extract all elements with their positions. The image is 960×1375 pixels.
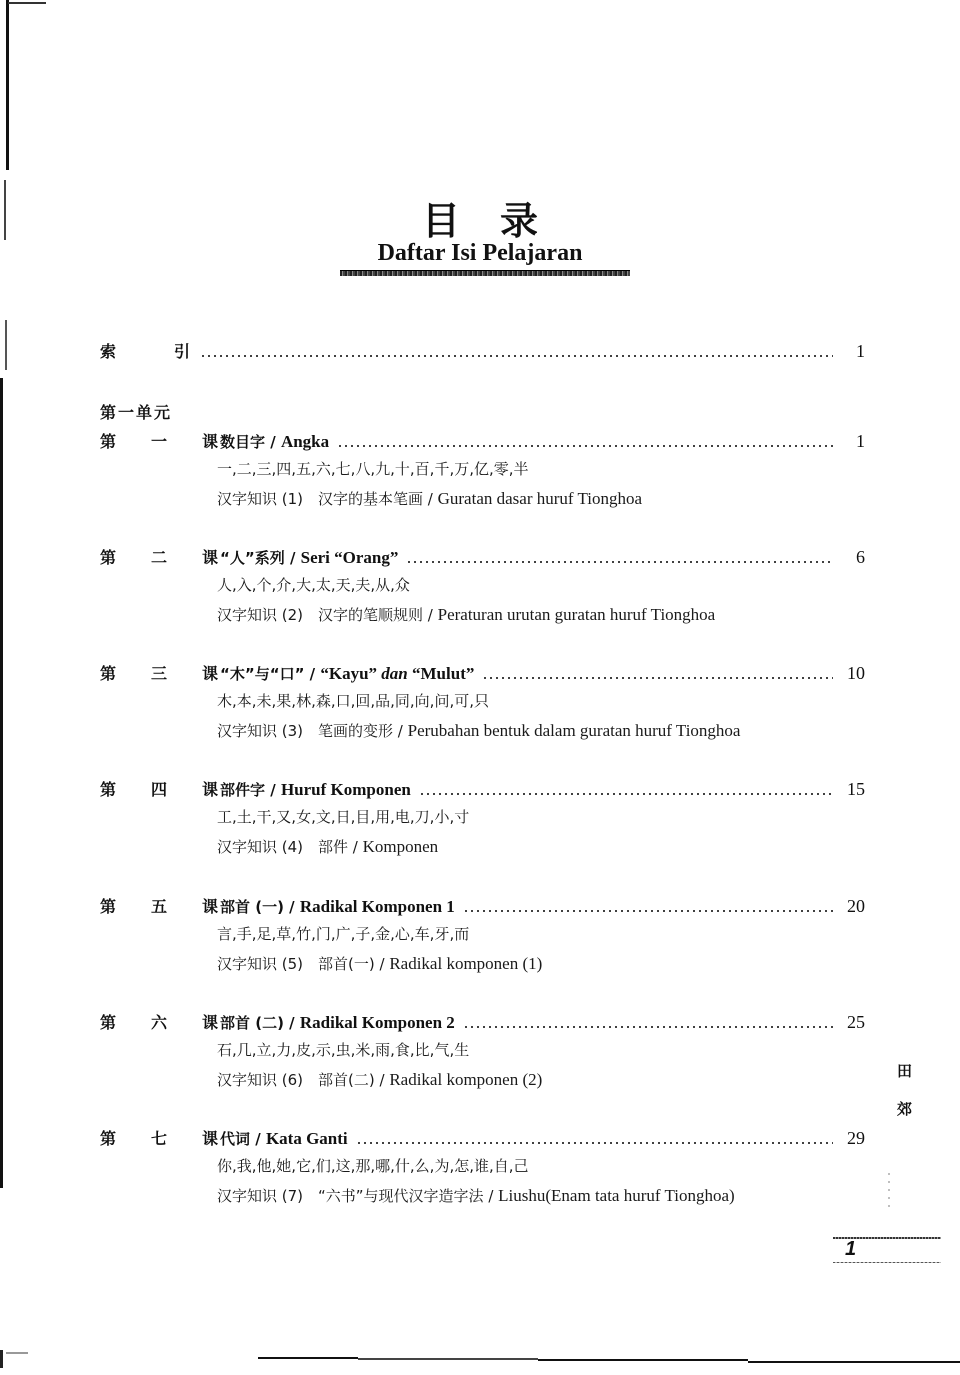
page-number: 1 xyxy=(856,431,865,451)
lesson-title-cn: 代词 / xyxy=(220,1130,266,1148)
lesson-characters: 木,本,未,果,林,森,口,回,品,同,向,问,可,只 xyxy=(217,692,489,710)
knowledge-cn: 汉字知识 (6) 部首(二) / xyxy=(217,1071,390,1089)
lesson-title-cn: 部首 (二) / xyxy=(220,1014,300,1032)
label-char: 课 xyxy=(201,664,218,683)
label-char: 一 xyxy=(150,432,167,451)
page-number-rule xyxy=(833,1262,941,1263)
knowledge-cn: 汉字知识 (3) 笔画的变形 / xyxy=(217,722,408,740)
lesson-characters: 石,几,立,力,皮,示,虫,米,雨,食,比,气,生 xyxy=(217,1041,470,1059)
scan-edge-mark xyxy=(358,1358,538,1360)
label-char: 六 xyxy=(150,1013,167,1032)
lesson-title-id-italic: dan xyxy=(381,664,408,683)
lesson-number xyxy=(100,1128,220,1150)
page-number: 25 xyxy=(847,1012,865,1032)
lesson-title-cn: “人”系列 / xyxy=(220,549,301,567)
label-char: 第 xyxy=(100,432,117,451)
scan-noise xyxy=(888,1170,890,1210)
lesson-characters: 工,土,干,又,女,文,日,目,用,电,刀,小,寸 xyxy=(217,808,470,826)
page-number: 29 xyxy=(847,1128,865,1148)
margin-mark: 田 xyxy=(897,1062,913,1080)
unit-heading: 第一单元 xyxy=(100,403,173,422)
label-char: 课 xyxy=(201,897,218,916)
lesson-title-id: “Mulut” xyxy=(407,664,475,683)
label-char: 第 xyxy=(100,780,117,799)
lesson-characters: 你,我,他,她,它,们,这,那,哪,什,么,为,怎,谁,自,己 xyxy=(217,1157,529,1175)
scan-edge-mark xyxy=(0,378,3,1188)
toc-entry-lesson-1[interactable] xyxy=(100,430,865,453)
label-char: 五 xyxy=(150,897,167,916)
knowledge-cn: 汉字知识 (7) “六书”与现代汉字造字法 / xyxy=(217,1187,499,1205)
label-char: 索 xyxy=(100,342,117,361)
page-number: 20 xyxy=(847,896,865,916)
knowledge-cn: 汉字知识 (2) 汉字的笔顺规则 / xyxy=(217,606,438,624)
toc-entry-lesson-2[interactable] xyxy=(100,546,865,569)
lesson-title-id: Huruf Komponen xyxy=(280,780,411,799)
lesson-number xyxy=(100,547,220,569)
label-char: 三 xyxy=(150,664,167,683)
scan-edge-mark xyxy=(6,1352,28,1354)
knowledge-cn: 汉字知识 (4) 部件 / xyxy=(217,838,363,856)
page-title-indonesian: Daftar Isi Pelajaran xyxy=(377,240,583,266)
lesson-number xyxy=(100,779,220,801)
entry-label xyxy=(100,341,192,363)
lesson-title-cn: 部件字 / xyxy=(220,781,281,799)
knowledge-id: Liushu(Enam tata huruf Tionghoa) xyxy=(498,1186,735,1205)
label-char: 课 xyxy=(201,1129,218,1148)
lesson-knowledge xyxy=(217,1185,735,1207)
lesson-title-id: Angka xyxy=(280,432,330,451)
label-char: 引 xyxy=(173,342,190,361)
lesson-number xyxy=(100,663,220,685)
lesson-title xyxy=(220,1012,455,1034)
dot-leader xyxy=(337,444,833,448)
label-char: 二 xyxy=(150,548,167,567)
knowledge-id: Komponen xyxy=(362,837,439,856)
page-number: 15 xyxy=(847,779,865,799)
lesson-number xyxy=(100,431,220,453)
lesson-number xyxy=(100,896,220,918)
label-char: 七 xyxy=(150,1129,167,1148)
label-char: 第 xyxy=(100,1129,117,1148)
lesson-title-id: Radikal Komponen 1 xyxy=(299,897,455,916)
knowledge-cn: 汉字知识 (1) 汉字的基本笔画 / xyxy=(217,490,438,508)
knowledge-cn: 汉字知识 (5) 部首(一) / xyxy=(217,955,390,973)
lesson-title xyxy=(220,663,474,685)
dot-leader xyxy=(463,909,833,913)
scan-edge-mark xyxy=(0,1350,3,1368)
lesson-characters: 人,入,个,介,大,太,天,夫,从,众 xyxy=(217,576,410,594)
page-number: 6 xyxy=(856,547,865,567)
label-char: 第 xyxy=(100,664,117,683)
scan-edge-mark xyxy=(258,1357,358,1359)
label-char: 第 xyxy=(100,897,117,916)
knowledge-id: Radikal komponen (2) xyxy=(389,1070,543,1089)
dot-leader xyxy=(200,354,833,358)
lesson-title-id: Seri “Orang” xyxy=(300,548,399,567)
toc-entry-lesson-4[interactable] xyxy=(100,778,865,801)
scan-edge-mark xyxy=(6,0,9,170)
lesson-title xyxy=(220,1128,348,1150)
dot-leader xyxy=(356,1141,833,1145)
lesson-title xyxy=(220,896,455,918)
knowledge-id: Guratan dasar huruf Tionghoa xyxy=(437,489,643,508)
lesson-title-id: “Kayu” xyxy=(320,664,382,683)
dot-leader xyxy=(482,676,833,680)
label-char: 课 xyxy=(201,548,218,567)
lesson-title xyxy=(220,431,329,453)
lesson-knowledge xyxy=(217,604,715,626)
lesson-number xyxy=(100,1012,220,1034)
lesson-knowledge xyxy=(217,953,542,975)
dot-leader xyxy=(463,1025,833,1029)
scan-edge-mark xyxy=(5,320,7,370)
lesson-title-id: Radikal Komponen 2 xyxy=(299,1013,455,1032)
scan-edge-mark xyxy=(538,1359,748,1361)
label-char: 第 xyxy=(100,548,117,567)
margin-mark: 郊 xyxy=(897,1100,913,1118)
page-title-chinese: 目录 xyxy=(421,199,578,243)
scan-edge-mark xyxy=(8,2,46,4)
lesson-knowledge xyxy=(217,720,740,742)
lesson-title-cn: 部首 (一) / xyxy=(220,898,300,916)
knowledge-id: Radikal komponen (1) xyxy=(389,954,543,973)
toc-entry-lesson-5[interactable] xyxy=(100,895,865,918)
lesson-knowledge xyxy=(217,1069,542,1091)
toc-entry-index[interactable] xyxy=(100,340,865,363)
label-char: 课 xyxy=(201,432,218,451)
lesson-knowledge xyxy=(217,836,438,858)
lesson-characters: 一,二,三,四,五,六,七,八,九,十,百,千,万,亿,零,半 xyxy=(217,460,529,478)
lesson-title xyxy=(220,547,398,569)
lesson-title xyxy=(220,779,411,801)
toc-entry-lesson-3[interactable] xyxy=(100,662,865,685)
lesson-title-cn: “木”与“口” / xyxy=(220,665,321,683)
label-char: 第 xyxy=(100,1013,117,1032)
label-char: 课 xyxy=(201,1013,218,1032)
lesson-characters: 言,手,足,草,竹,门,广,子,金,心,车,牙,而 xyxy=(217,925,470,943)
knowledge-id: Peraturan urutan guratan huruf Tionghoa xyxy=(437,605,716,624)
lesson-title-cn: 数目字 / xyxy=(220,433,281,451)
toc-entry-lesson-6[interactable] xyxy=(100,1011,865,1034)
lesson-title-id: Kata Ganti xyxy=(265,1129,348,1148)
title-underline xyxy=(340,270,630,276)
footer-page-number: 1 xyxy=(845,1238,857,1260)
page-number: 1 xyxy=(856,341,865,361)
label-char: 课 xyxy=(201,780,218,799)
knowledge-id: Perubahan bentuk dalam guratan huruf Tionghoa xyxy=(407,721,741,740)
dot-leader xyxy=(419,792,833,796)
lesson-knowledge xyxy=(217,488,642,510)
dot-leader xyxy=(406,560,833,564)
toc-entry-lesson-7[interactable] xyxy=(100,1127,865,1150)
page-number: 10 xyxy=(847,663,865,683)
label-char: 四 xyxy=(150,780,167,799)
scan-edge-mark xyxy=(748,1361,960,1363)
